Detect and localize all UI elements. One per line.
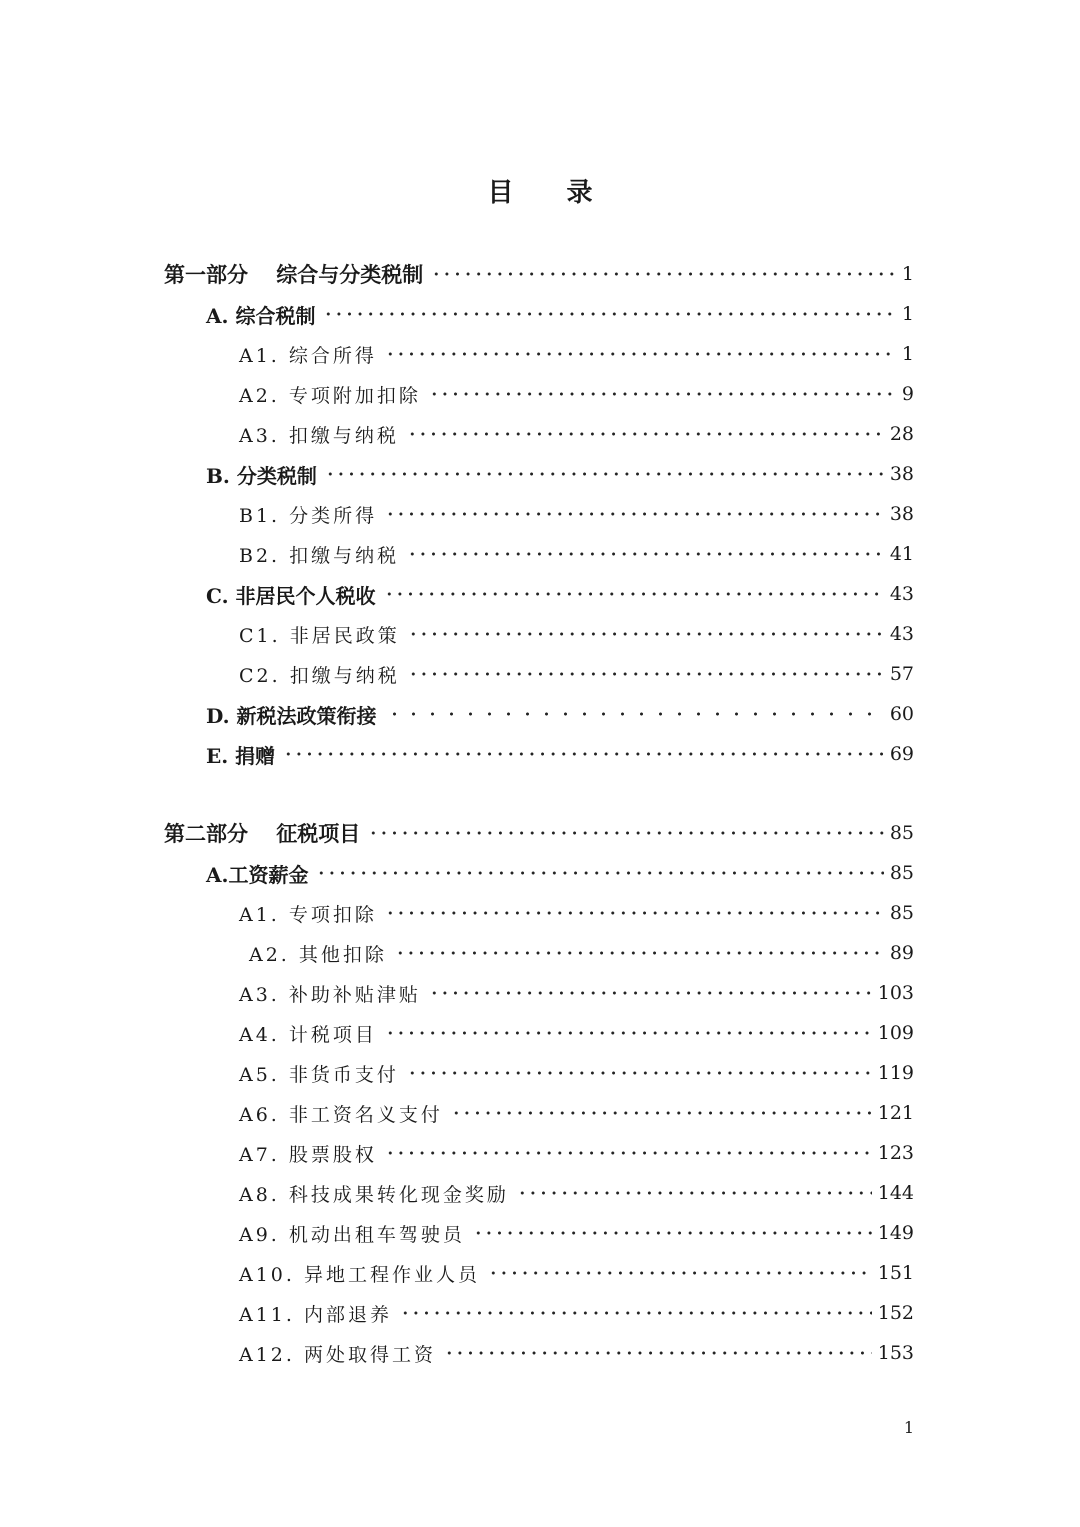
toc-entry-page: 69 — [889, 743, 914, 765]
toc-entry-label: B. 分类税制 — [206, 463, 317, 488]
toc-subsection-entry[interactable] — [239, 1178, 914, 1208]
toc-section-entry[interactable] — [206, 579, 914, 609]
toc-entry-label: C2. 扣缴与纳税 — [239, 664, 400, 687]
dot-leader — [283, 739, 884, 769]
toc-entry-label: A11. 内部退养 — [239, 1303, 392, 1326]
toc-entry-page: 153 — [877, 1342, 914, 1364]
toc-entry-page: 60 — [889, 703, 914, 725]
dot-leader — [385, 499, 884, 529]
toc-part-entry[interactable] — [164, 818, 914, 848]
dot-leader — [385, 339, 894, 369]
dot-leader — [429, 978, 872, 1008]
toc-entry-label: A2. 专项附加扣除 — [239, 384, 421, 407]
toc-entry-label: A7. 股票股权 — [239, 1143, 377, 1166]
toc-subsection-entry[interactable] — [239, 978, 914, 1008]
toc-entry-page: 109 — [877, 1022, 914, 1044]
toc-entry-page: 1 — [901, 303, 914, 325]
toc-subsection-entry[interactable] — [239, 419, 914, 449]
toc-entry-page: 144 — [877, 1182, 914, 1204]
dot-leader — [325, 459, 884, 489]
toc-entry-page: 43 — [889, 583, 914, 605]
toc-entry-label: 第二部分 征税项目 — [164, 821, 361, 846]
toc-entry-page: 1 — [901, 343, 914, 365]
toc-subsection-entry[interactable] — [239, 1338, 914, 1368]
toc-entry-page: 41 — [889, 543, 914, 565]
toc-section-entry[interactable] — [206, 299, 914, 329]
toc-subsection-entry[interactable] — [239, 1098, 914, 1128]
dot-leader — [316, 858, 883, 888]
dot-leader — [385, 898, 884, 928]
toc-entry-label: D. 新税法政策衔接 — [206, 703, 377, 728]
dot-leader — [517, 1178, 872, 1208]
toc-entry-page: 123 — [877, 1142, 914, 1164]
dot-leader — [385, 1018, 872, 1048]
toc-entry-label: A5. 非货币支付 — [239, 1063, 399, 1086]
toc-entry-label: A3. 扣缴与纳税 — [239, 424, 399, 447]
toc-subsection-entry[interactable] — [239, 659, 914, 689]
dot-leader — [407, 419, 884, 449]
page-number: 1 — [903, 1418, 914, 1437]
toc-subsection-entry[interactable] — [239, 1018, 914, 1048]
toc-entry-label: B2. 扣缴与纳税 — [239, 544, 400, 567]
toc-subsection-entry[interactable] — [239, 1298, 914, 1328]
toc-subsection-entry[interactable] — [239, 1058, 914, 1088]
toc-subsection-entry[interactable] — [239, 619, 914, 649]
toc-entry-page: 85 — [889, 862, 914, 884]
toc-entry-label: A. 综合税制 — [206, 303, 316, 328]
dot-leader — [385, 1138, 872, 1168]
toc-entry-label: 第一部分 综合与分类税制 — [164, 262, 424, 287]
toc-entry-label: E. 捐赠 — [206, 743, 276, 768]
toc-entry-page: 57 — [889, 663, 914, 685]
toc-entry-page: 9 — [901, 383, 914, 405]
dot-leader — [407, 1058, 872, 1088]
dot-leader — [488, 1258, 872, 1288]
dot-leader — [407, 539, 884, 569]
toc-section-entry[interactable] — [206, 459, 914, 489]
toc-section-entry[interactable] — [206, 739, 914, 769]
toc-subsection-entry[interactable] — [239, 499, 914, 529]
toc-entry-label: A12. 两处取得工资 — [239, 1343, 436, 1366]
toc-section-entry[interactable] — [206, 858, 914, 888]
toc-entry-page: 85 — [889, 822, 914, 844]
toc-entry-label: C1. 非居民政策 — [239, 624, 400, 647]
toc-entry-page: 151 — [877, 1262, 914, 1284]
toc-entry-page: 121 — [877, 1102, 914, 1124]
toc-entry-label: B1. 分类所得 — [239, 504, 378, 527]
toc-subsection-entry[interactable] — [239, 1138, 914, 1168]
toc-part-entry[interactable] — [164, 259, 914, 289]
toc-entry-page: 152 — [877, 1302, 914, 1324]
dot-leader — [384, 579, 884, 609]
dot-leader — [431, 259, 894, 289]
toc-entry-label: A9. 机动出租车驾驶员 — [239, 1223, 465, 1246]
toc-subsection-entry[interactable] — [249, 938, 914, 968]
toc-entry-label: A8. 科技成果转化现金奖励 — [239, 1183, 509, 1206]
dot-leader — [395, 938, 884, 968]
toc-entry-page: 43 — [889, 623, 914, 645]
toc-subsection-entry[interactable] — [239, 539, 914, 569]
toc-entry-label: A6. 非工资名义支付 — [239, 1103, 443, 1126]
toc-section-entry[interactable] — [206, 699, 914, 729]
dot-leader — [429, 379, 894, 409]
dot-leader — [400, 1298, 872, 1328]
dot-leader — [473, 1218, 872, 1248]
toc-entry-label: A10. 异地工程作业人员 — [239, 1263, 480, 1286]
dot-leader — [385, 699, 884, 729]
dot-leader — [368, 818, 884, 848]
toc-subsection-entry[interactable] — [239, 379, 914, 409]
toc-entry-page: 28 — [889, 423, 914, 445]
toc-entry-label: A.工资薪金 — [206, 862, 309, 887]
toc-entry-page: 103 — [877, 982, 914, 1004]
toc-entry-page: 38 — [889, 463, 914, 485]
toc-entry-page: 1 — [901, 263, 914, 285]
dot-leader — [444, 1338, 872, 1368]
toc-entry-page: 149 — [877, 1222, 914, 1244]
toc-entry-label: A2. 其他扣除 — [249, 943, 387, 966]
toc-entry-label: A4. 计税项目 — [239, 1023, 377, 1046]
toc-entry-page: 119 — [877, 1062, 914, 1084]
toc-entry-page: 38 — [889, 503, 914, 525]
toc-subsection-entry[interactable] — [239, 1218, 914, 1248]
toc-entry-label: A3. 补助补贴津贴 — [239, 983, 421, 1006]
toc-entry-label: A1. 综合所得 — [239, 344, 377, 367]
toc-entry-label: C. 非居民个人税收 — [206, 583, 376, 608]
dot-leader — [323, 299, 894, 329]
toc-entry-label: A1. 专项扣除 — [239, 903, 377, 926]
toc-subsection-entry[interactable] — [239, 1258, 914, 1288]
toc-entry-page: 89 — [889, 942, 914, 964]
toc-entry-page: 85 — [889, 902, 914, 924]
toc-subsection-entry[interactable] — [239, 898, 914, 928]
toc-subsection-entry[interactable] — [239, 339, 914, 369]
dot-leader — [408, 619, 884, 649]
dot-leader — [451, 1098, 872, 1128]
toc-title: 目 录 — [487, 178, 615, 208]
dot-leader — [408, 659, 884, 689]
